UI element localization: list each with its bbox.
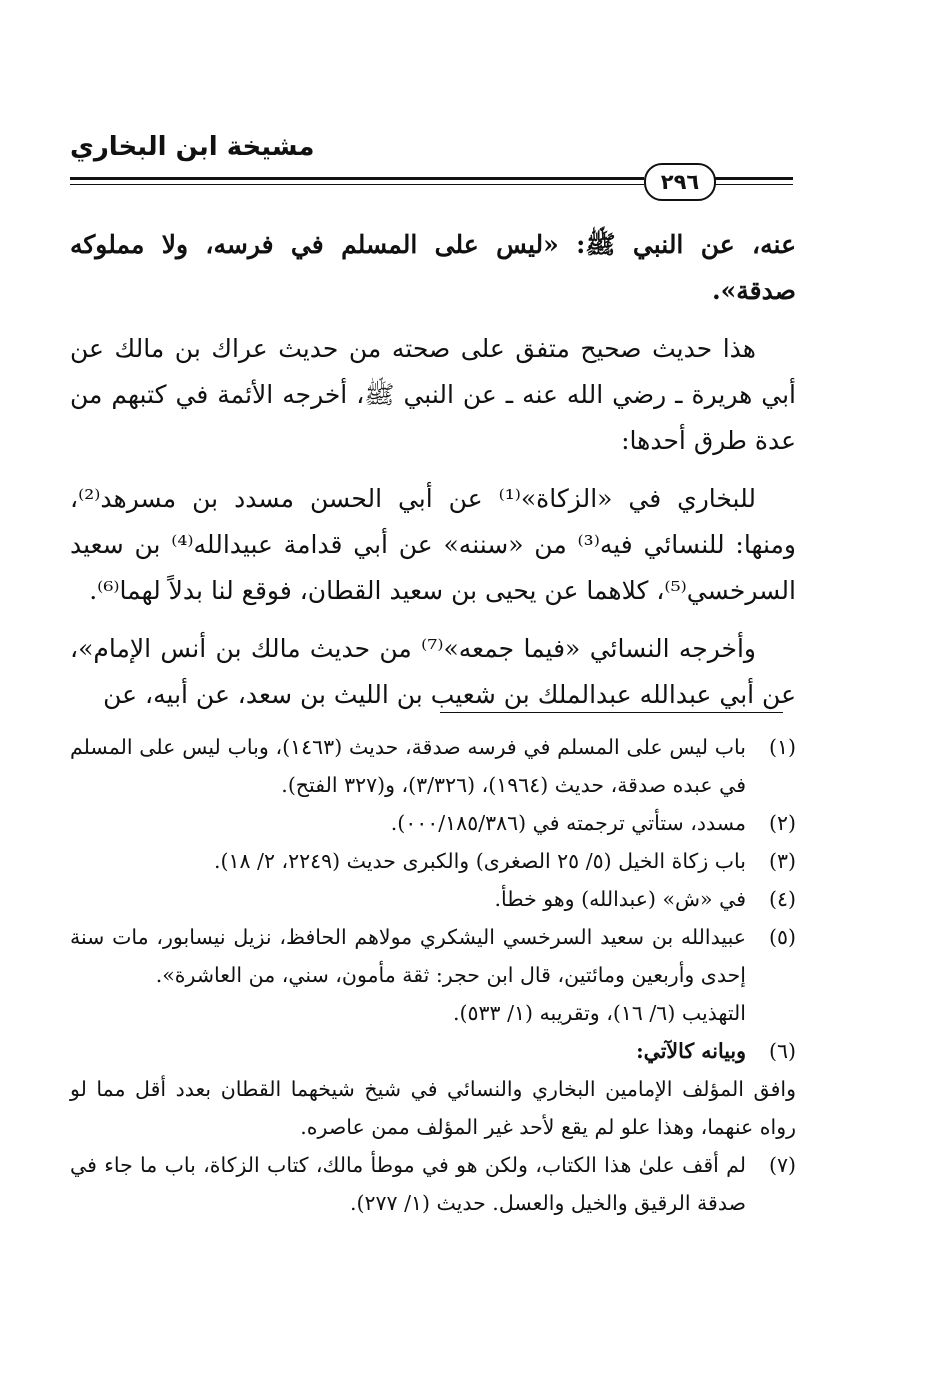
- running-title: مشيخة ابن البخاري: [70, 132, 315, 162]
- footnote-text: لم أقف علىٰ هذا الكتاب، ولكن هو في موطأ مالك، كتاب الزكاة، باب ما جاء في صدقة الرقيق والخيل والعسل. حديث (١/ ٢٧٧).: [70, 1153, 746, 1215]
- footnote-text: عبيدالله بن سعيد السرخسي اليشكري مولاهم الحافظ، نزيل نيسابور، مات سنة إحدى وأربعين ومائتين، قال ابن حجر: ثقة مأمون، سني، من العاشرة».: [70, 925, 746, 987]
- footnote-number: (٥): [768, 925, 796, 949]
- paragraph-nasai: وأخرجه النسائي «فيما جمعه»⁽⁷⁾ من حديث مالك بن أنس الإمام»، عن أبي عبدالله عبدالملك بن شعيب بن الليث بن سعد، عن أبيه، عن: [70, 634, 796, 709]
- header-rule-right-thin: [714, 184, 793, 185]
- header-rule-left-thin: [70, 184, 644, 185]
- footnote-item: [70, 728, 796, 804]
- main-text: [70, 222, 796, 730]
- header-rule-right: [714, 177, 793, 180]
- footnotes: [70, 728, 796, 1222]
- paragraph-hadith: عنه، عن النبي ﷺ: «ليس على المسلم في فرسه، ولا مملوكه صدقة».: [70, 230, 796, 305]
- footnote-continuation: التهذيب (٦/ ١٦)، وتقريبه (١/ ٥٣٣).: [452, 1001, 746, 1025]
- footnote-number: (٢): [768, 811, 796, 835]
- footnote-item: [70, 880, 796, 918]
- footnote-number: (١): [768, 735, 796, 759]
- footnote-item: [70, 1146, 796, 1222]
- footnote-item: [70, 1032, 796, 1070]
- footnote-continuation: وافق المؤلف الإمامين البخاري والنسائي في شيخ شيخهما القطان بعدد أقل مما لو رواه عنهما، وهذا علو لم يقع لأحد غير المؤلف ممن عاصره.: [70, 1077, 796, 1139]
- header-rule-left: [70, 177, 644, 180]
- footnote-text: في «ش» (عبدالله) وهو خطأ.: [494, 887, 746, 911]
- footnote-text: باب ليس على المسلم في فرسه صدقة، حديث (١٤٦٣)، وباب ليس على المسلم في عبده صدقة، حديث (١٩٦٤)، (٣/٣٢٦)، و(٣٢٧ الفتح).: [70, 735, 746, 797]
- footnote-item: [70, 918, 796, 994]
- paragraph-bukhari: للبخاري في «الزكاة»⁽¹⁾ عن أبي الحسن مسدد بن مسرهد⁽²⁾، ومنها: للنسائي فيه⁽³⁾ من «سننه» عن أبي قدامة عبيدالله⁽⁴⁾ بن سعيد السرخسي⁽⁵⁾، كلاهما عن يحيى بن سعيد القطان، فوقع لنا بدلاً لهما⁽⁶⁾.: [70, 484, 796, 605]
- footnote-number: (٧): [768, 1153, 796, 1177]
- footnote-item: [70, 804, 796, 842]
- footnote-text: باب زكاة الخيل (٥/ ٢٥ الصغرى) والكبرى حديث (٢٢٤٩، ٢/ ١٨).: [213, 849, 746, 873]
- footnote-number: (٦): [768, 1039, 796, 1063]
- footnote-number: (٤): [768, 887, 796, 911]
- footnote-number: (٣): [768, 849, 796, 873]
- footnote-text: وبيانه كالآتي:: [636, 1039, 746, 1063]
- footnote-item: [70, 842, 796, 880]
- page-number: ٢٩٦: [644, 163, 716, 201]
- paragraph-grading: هذا حديث صحيح متفق على صحته من حديث عراك بن مالك عن أبي هريرة ـ رضي الله عنه ـ عن النبي ﷺ، أخرجه الأئمة في كتبهم من عدة طرق أحدها:: [70, 334, 796, 455]
- footnote-text: مسدد، ستأتي ترجمته في (٠٠٠/١٨٥/٣٨٦).: [390, 811, 746, 835]
- footnote-separator: [440, 712, 783, 713]
